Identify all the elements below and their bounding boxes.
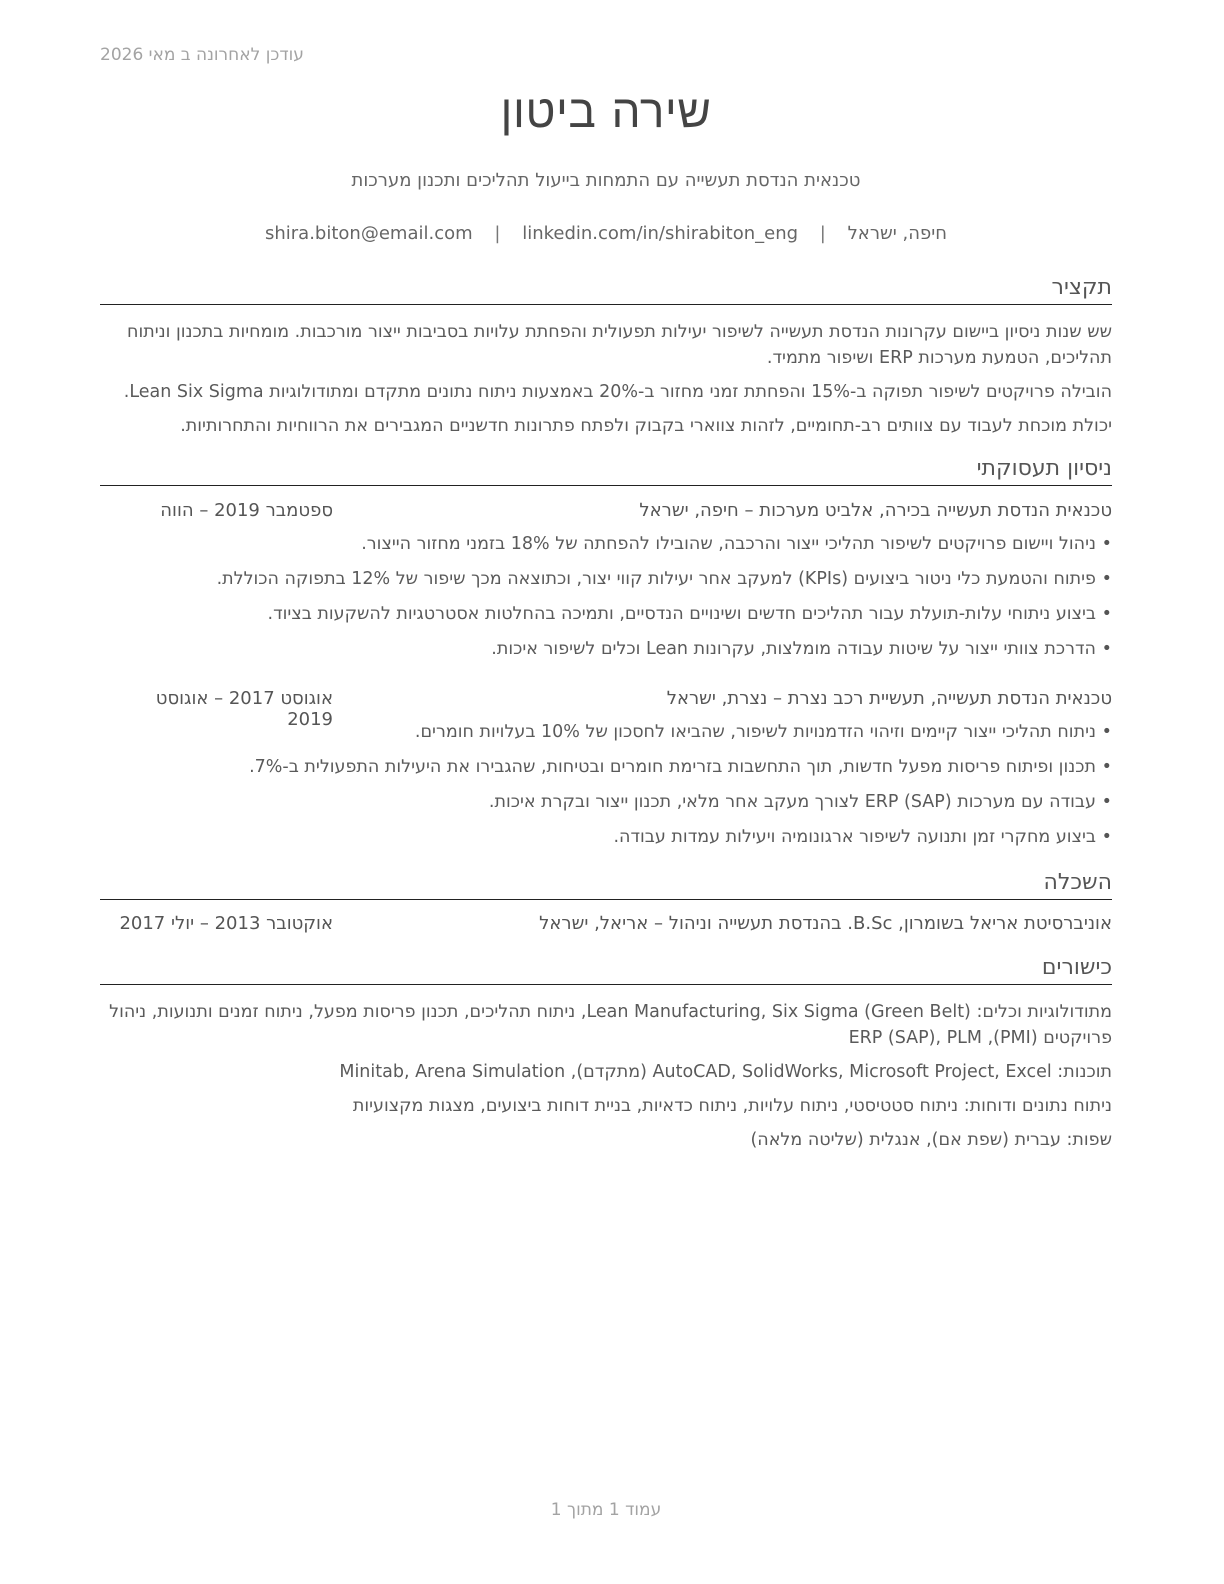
contact-location: חיפה, ישראל (847, 223, 948, 244)
summary-paragraph: הובילה פרויקטים לשיפור תפוקה ב-15% והפחתת זמני מחזור ב-20% באמצעות ניתוח נתונים מתקדם ומתודולוגיות Lean Six Sigma. (123, 382, 1112, 402)
page-number: עמוד 1 מתוך 1 (550, 1500, 662, 1520)
skills-line: תוכנות: AutoCAD, SolidWorks, Microsoft Project, Excel (מתקדם), Minitab, Arena Simulation (339, 1062, 1112, 1082)
job-bullets (100, 532, 1112, 672)
summary-paragraph: יכולת מוכחת לעבוד עם צוותים רב-תחומיים, לזהות צווארי בקבוק ולפתח פתרונות חדשניים המגבירים את הרווחיות והתחרותיות. (180, 416, 1112, 436)
section-title-education: השכלה (100, 868, 1112, 900)
section-title-summary: תקציר (100, 273, 1112, 305)
contact-separator: | (819, 223, 826, 244)
summary-paragraph: שש שנות ניסיון ביישום עקרונות הנדסת תעשייה לשיפור יעילות תפעולית והפחתת עלויות בסביבות ייצור מורכבות. מומחיות בתכנון וניתוח תהליכים, הטמעת מערכות ERP ושיפור מתמיד. (127, 322, 1112, 368)
job-header (100, 500, 1112, 526)
job-bullet: • ניתוח תהליכי ייצור קיימים וזיהוי הזדמנויות לשיפור, שהביאו לחסכון של 10% בעלויות חומרים. (100, 720, 1112, 755)
job-header (100, 688, 1112, 730)
job-bullet: • ביצוע ניתוחי עלות-תועלת עבור תהליכים חדשים ושינויים הנדסיים, ותמיכה בהחלטות אסטרטגיות להשקעות בציוד. (100, 602, 1112, 637)
candidate-headline: טכנאית הנדסת תעשייה עם התמחות בייעול תהליכים ותכנון מערכות (351, 170, 861, 191)
job-bullet: • הדרכת צוותי ייצור על שיטות עבודה מומלצות, עקרונות Lean וכלים לשיפור איכות. (100, 637, 1112, 672)
skills-line: ניתוח נתונים ודוחות: ניתוח סטטיסטי, ניתוח עלויות, ניתוח כדאיות, בניית דוחות ביצועים, מצגות מקצועיות (352, 1096, 1112, 1116)
education-degree: אוניברסיטת אריאל בשומרון, B.Sc. בהנדסת תעשייה וניהול – אריאל, ישראל (539, 913, 1112, 934)
education-entry (100, 913, 1112, 939)
skills-line: מתודולוגיות וכלים: Lean Manufacturing, Six Sigma (Green Belt), ניתוח תהליכים, תכנון פריסות מפעל, ניתוח זמנים ותנועות, ניהול פרויקטים (PMI), ERP (SAP), PLM (109, 1002, 1112, 1048)
job-bullet: • עבודה עם מערכות ERP (SAP) לצורך מעקב אחר מלאי, תכנון ייצור ובקרת איכות. (100, 790, 1112, 825)
job-bullet: • תכנון ופיתוח פריסות מפעל חדשות, תוך התחשבות בזרימת חומרים ובטיחות, שהגבירו את היעילות התפעולית ב-7%. (100, 755, 1112, 790)
contact-line (100, 223, 1112, 244)
last-updated-note: עודכן לאחרונה ב מאי 2026 (100, 45, 304, 65)
education-dates: אוקטובר 2013 – יולי 2017 (119, 913, 333, 934)
skills-line: שפות: עברית (שפת אם), אנגלית (שליטה מלאה) (750, 1130, 1112, 1150)
job-bullet: • פיתוח והטמעת כלי ניטור ביצועים (KPIs) למעקב אחר יעילות קווי יצור, וכתוצאה מכך שיפור של 12% בתפוקה הכוללת. (100, 567, 1112, 602)
job-bullet: • ביצוע מחקרי זמן ותנועה לשיפור ארגונומיה ויעילות עמדות עבודה. (100, 825, 1112, 860)
contact-email[interactable]: shira.biton@email.com (264, 223, 473, 244)
contact-separator: | (494, 223, 501, 244)
job-role: טכנאית הנדסת תעשייה, תעשיית רכב נצרת – נצרת, ישראל (666, 688, 1112, 709)
section-title-experience: ניסיון תעסוקתי (100, 454, 1112, 486)
job-role: טכנאית הנדסת תעשייה בכירה, אלביט מערכות – חיפה, ישראל (639, 500, 1112, 521)
job-bullets (100, 720, 1112, 860)
summary-body (100, 319, 1112, 447)
contact-linkedin[interactable]: linkedin.com/in/shirabiton_eng (522, 223, 799, 244)
job-dates: אוגוסט 2017 – אוגוסט 2019 (155, 688, 333, 730)
resume-page (100, 0, 1112, 1584)
section-title-skills: כישורים (100, 953, 1112, 985)
job-bullet: • ניהול ויישום פרויקטים לשיפור תהליכי ייצור והרכבה, שהובילו להפחתה של 18% בזמני מחזור הייצור. (100, 532, 1112, 567)
skills-body (100, 999, 1112, 1161)
job-dates: ספטמבר 2019 – הווה (160, 500, 333, 521)
candidate-name: שירה ביטון (500, 84, 712, 138)
